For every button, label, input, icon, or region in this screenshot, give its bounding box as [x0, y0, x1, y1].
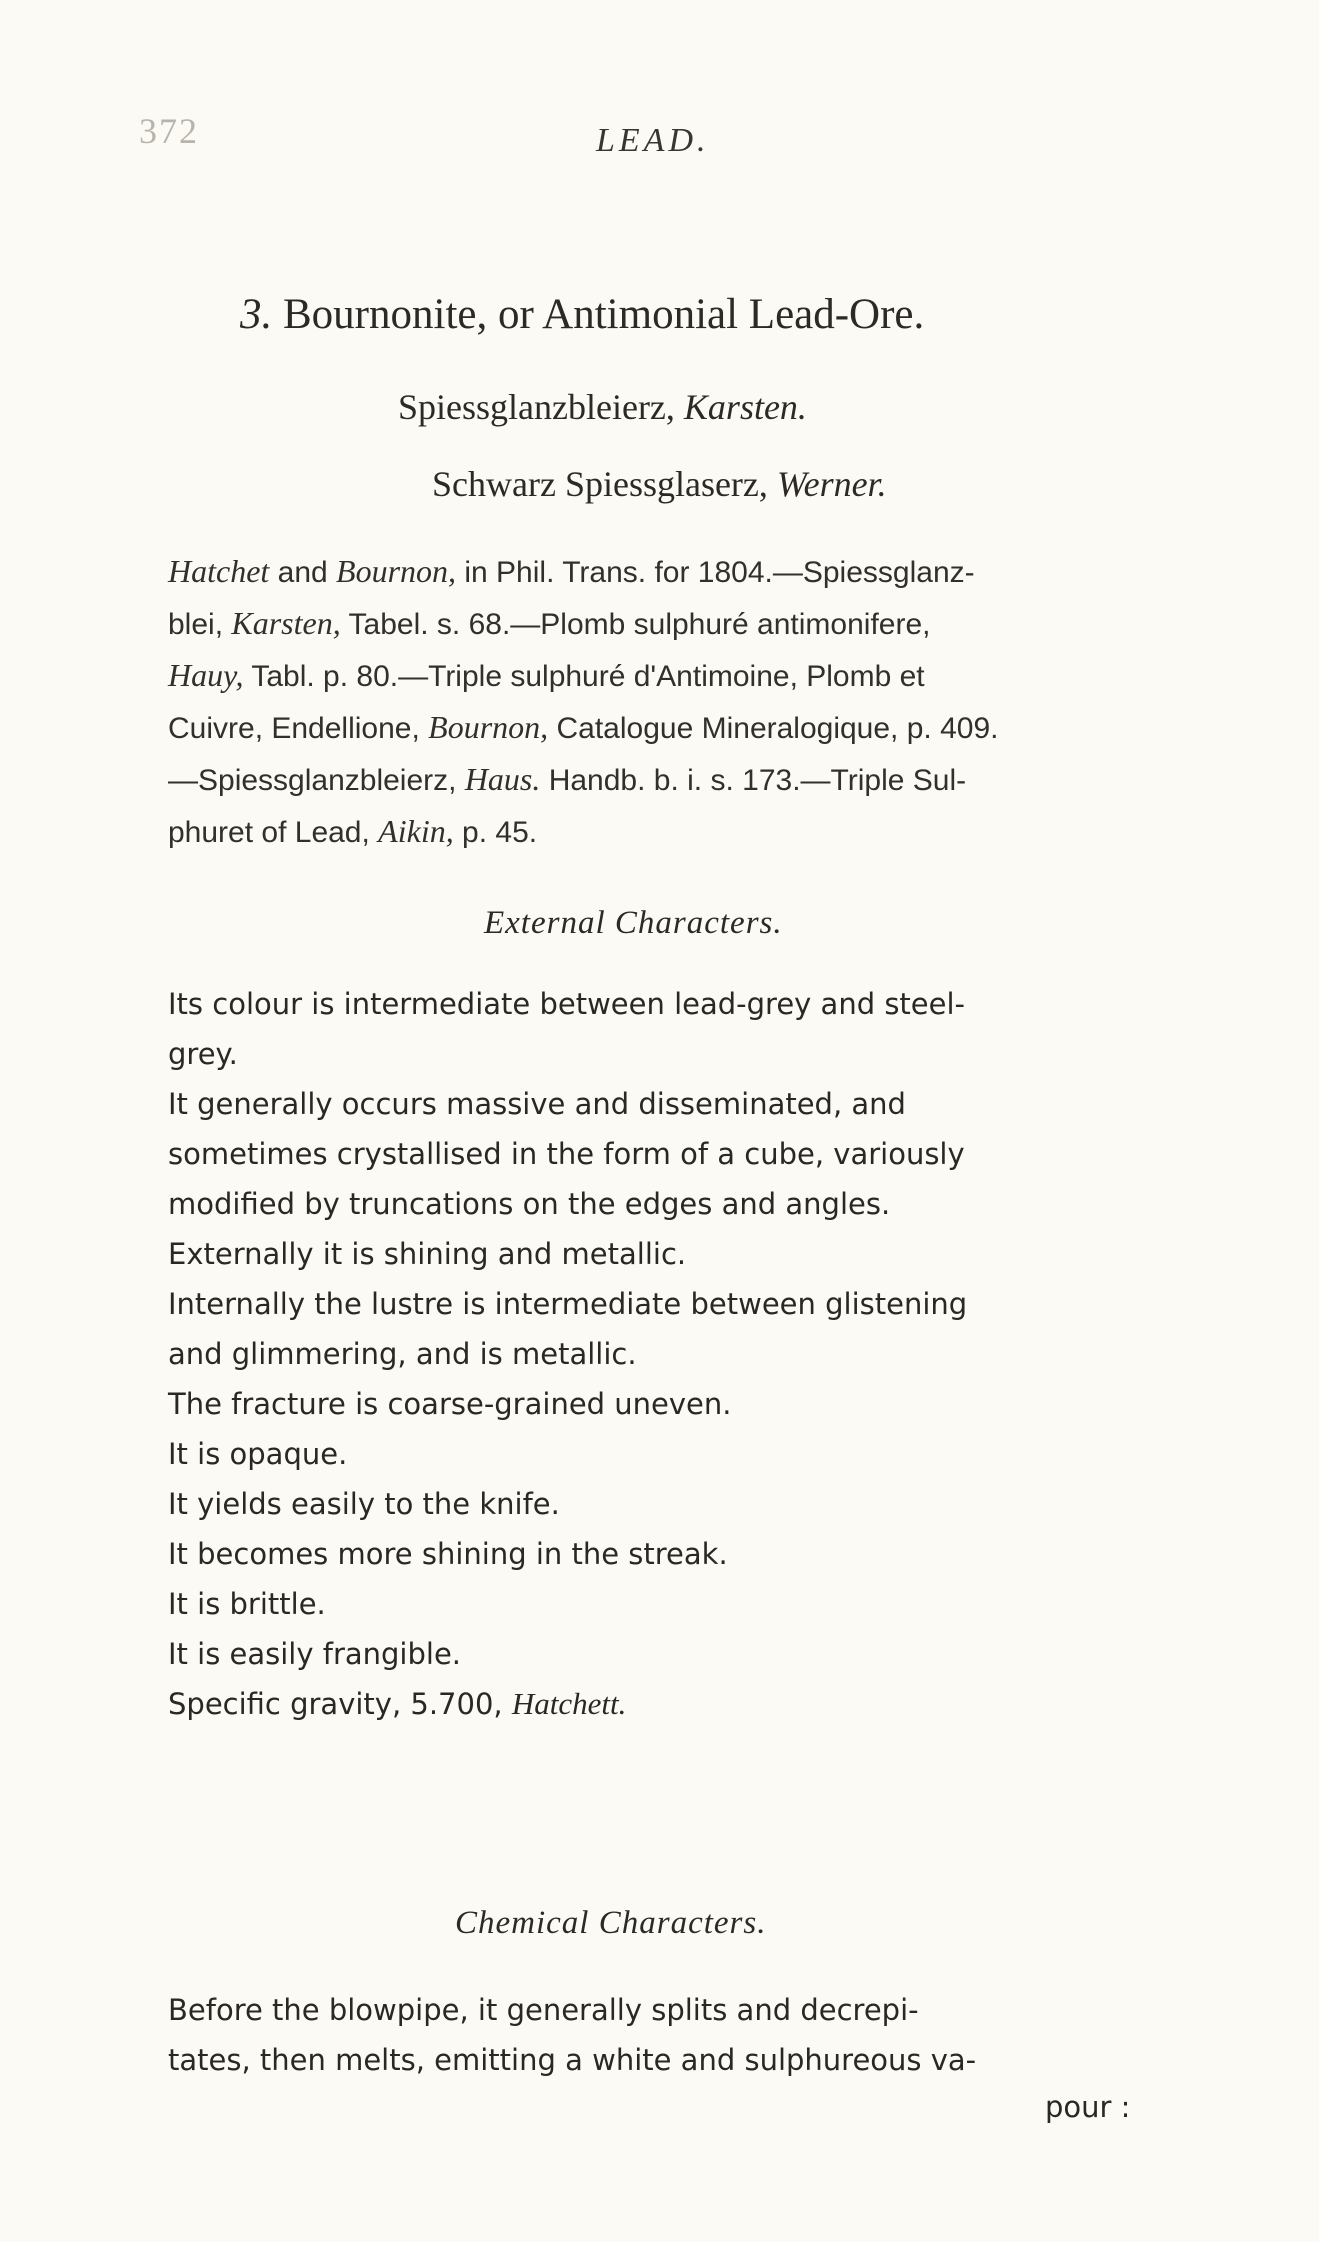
text-line: grey.: [168, 1037, 238, 1071]
reference-line: [168, 650, 1178, 702]
chemical-characters-text: [168, 1985, 1178, 2085]
reference-line: [168, 702, 1178, 754]
ref-author: Hatchet: [168, 553, 270, 589]
text-line: It yields easily to the knife.: [168, 1487, 560, 1521]
text-line: sometimes crystallised in the form of a cube, variously: [168, 1137, 965, 1171]
ref-text: in Phil. Trans. for 1804.—Spiessglanz-: [456, 556, 975, 589]
text-line: Internally the lustre is intermediate between glistening: [168, 1287, 968, 1321]
synonym-author: Werner.: [776, 464, 887, 504]
references-paragraph: [168, 546, 1178, 858]
reference-line: [168, 806, 1178, 858]
text-line: and glimmering, and is metallic.: [168, 1337, 637, 1371]
text-line: It is easily frangible.: [168, 1637, 462, 1671]
text-line: It becomes more shining in the streak.: [168, 1537, 728, 1571]
ref-text: Cuivre, Endellione,: [168, 712, 429, 745]
synonym-werner: [432, 463, 887, 505]
ref-author: Bournon,: [336, 553, 457, 589]
chemical-characters-heading: Chemical Characters.: [455, 1905, 767, 1941]
page-number: 372: [139, 111, 199, 151]
text-line: Before the blowpipe, it generally splits and decrepi-: [168, 1993, 919, 2027]
synonym-author: Karsten.: [683, 387, 807, 427]
running-head: LEAD.: [596, 122, 710, 159]
ref-author: Karsten,: [231, 605, 341, 641]
gravity-author: Hatchett.: [511, 1686, 627, 1721]
section-title-text: Bournonite, or Antimonial Lead-Ore.: [283, 291, 925, 338]
text-line: It is opaque.: [168, 1437, 348, 1471]
ref-author: Hauy,: [168, 657, 244, 693]
reference-line: [168, 754, 1178, 806]
text-line: tates, then melts, emitting a white and sulphureous va-: [168, 2043, 977, 2077]
synonym-name: Schwarz Spiessglaserz,: [432, 464, 768, 504]
reference-line: [168, 598, 1178, 650]
gravity-text: Specific gravity, 5.700,: [168, 1687, 512, 1721]
text-line: modified by truncations on the edges and angles.: [168, 1187, 891, 1221]
ref-text: Handb. b. i. s. 173.—Triple Sul-: [540, 764, 967, 797]
ref-author: Bournon,: [428, 709, 549, 745]
ref-text: Tabel. s. 68.—Plomb sulphuré antimonifere,: [340, 608, 931, 641]
catch-word: pour :: [1045, 2090, 1131, 2124]
ref-text: Catalogue Mineralogique, p. 409.: [548, 712, 999, 745]
ref-text: —Spiessglanzbleierz,: [168, 764, 465, 797]
text-line: Externally it is shining and metallic.: [168, 1237, 687, 1271]
section-title: [240, 290, 924, 339]
synonym-karsten: [398, 386, 807, 428]
text-line: Its colour is intermediate between lead-grey and steel-: [168, 987, 966, 1021]
external-characters-text: [168, 979, 1178, 1729]
ref-text: p. 45.: [453, 816, 538, 849]
external-characters-heading: External Characters.: [484, 905, 783, 941]
specific-gravity-line: [168, 1679, 1178, 1729]
ref-author: Haus.: [464, 761, 541, 797]
reference-line: [168, 546, 1178, 598]
ref-text: blei,: [168, 608, 232, 641]
text-line: It generally occurs massive and disseminated, and: [168, 1087, 906, 1121]
synonym-name: Spiessglanzbleierz,: [398, 387, 675, 427]
ref-text: Tabl. p. 80.—Triple sulphuré d'Antimoine, Plomb et: [243, 660, 925, 693]
ref-text: and: [269, 556, 337, 589]
section-number: 3.: [240, 291, 273, 338]
ref-text: phuret of Lead,: [168, 816, 379, 849]
text-line: It is brittle.: [168, 1587, 326, 1621]
text-line: The fracture is coarse-grained uneven.: [168, 1387, 732, 1421]
ref-author: Aikin,: [378, 813, 454, 849]
